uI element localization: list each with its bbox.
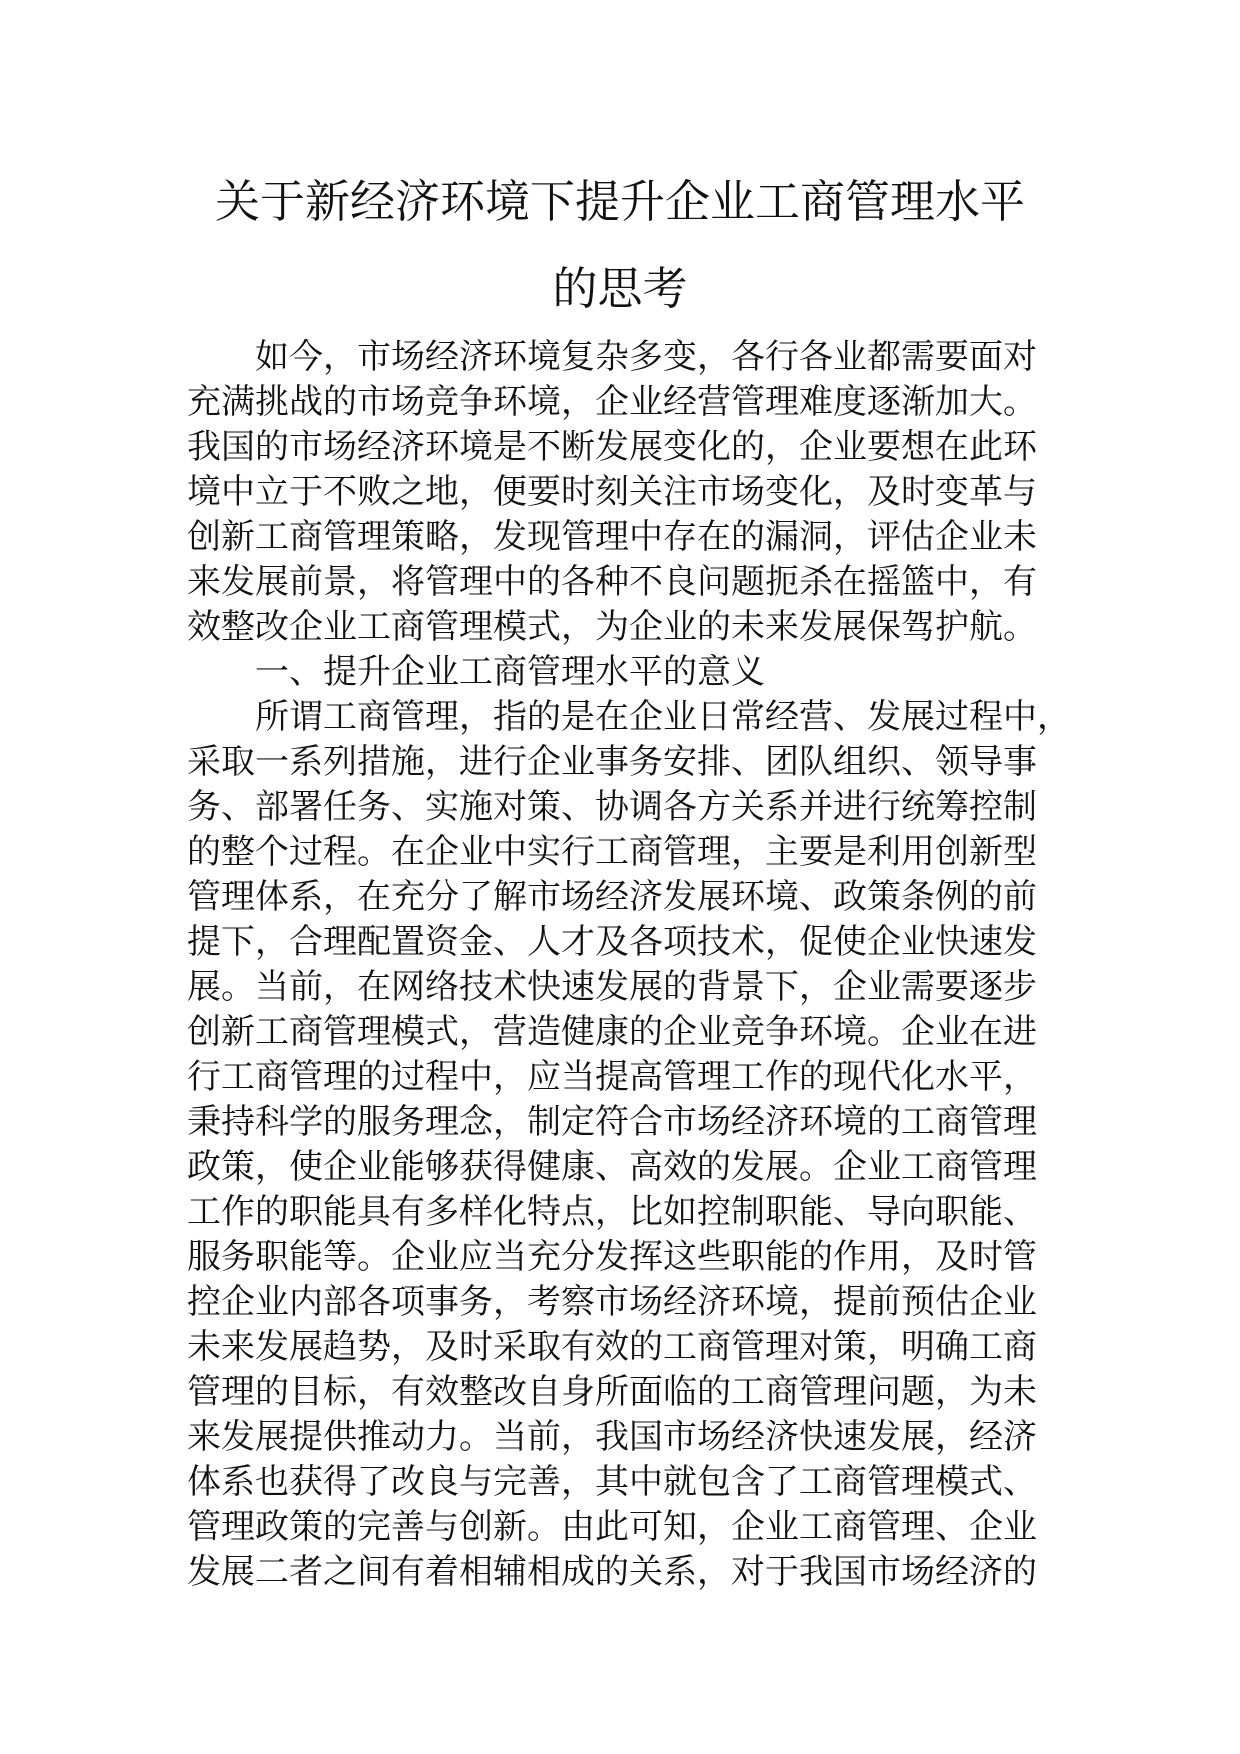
paragraph-line: 来发展前景，将管理中的各种不良问题扼杀在摇篮中，有	[187, 562, 1037, 602]
paragraph-line: 充满挑战的市场竞争环境，企业经营管理难度逐渐加大。	[187, 382, 1037, 422]
paragraph-line: 效整改企业工商管理模式，为企业的未来发展保驾护航。	[187, 607, 1037, 647]
section-heading: 一、提升企业工商管理水平的意义	[255, 652, 765, 692]
paragraph-line: 如今，市场经济环境复杂多变，各行各业都需要面对	[255, 337, 1037, 377]
paragraph-line: 创新工商管理模式，营造健康的企业竞争环境。企业在进	[187, 1012, 1037, 1052]
paragraph-line: 创新工商管理策略，发现管理中存在的漏洞，评估企业未	[187, 517, 1037, 557]
paragraph-line: 发展二者之间有着相辅相成的关系，对于我国市场经济的	[187, 1552, 1037, 1592]
paragraph-line: 境中立于不败之地，便要时刻关注市场变化，及时变革与	[187, 472, 1037, 512]
paragraph-line: 我国的市场经济环境是不断发展变化的，企业要想在此环	[187, 427, 1037, 467]
paragraph-line: 采取一系列措施，进行企业事务安排、团队组织、领导事	[187, 742, 1037, 782]
paragraph-line: 控企业内部各项事务，考察市场经济环境，提前预估企业	[187, 1282, 1037, 1322]
paragraph-line: 管理体系，在充分了解市场经济发展环境、政策条例的前	[187, 877, 1037, 917]
paragraph-line: 所谓工商管理，指的是在企业日常经营、发展过程中，	[255, 697, 1071, 737]
paragraph-line: 服务职能等。企业应当充分发挥这些职能的作用，及时管	[187, 1237, 1037, 1277]
paragraph-line: 务、部署任务、实施对策、协调各方关系并进行统筹控制	[187, 787, 1037, 827]
document-title-line-2: 的思考	[552, 262, 688, 315]
paragraph-line: 管理政策的完善与创新。由此可知，企业工商管理、企业	[187, 1507, 1037, 1547]
paragraph-line: 管理的目标，有效整改自身所面临的工商管理问题，为未	[187, 1372, 1037, 1412]
document-body	[187, 335, 1071, 1595]
paragraph-line: 的整个过程。在企业中实行工商管理，主要是利用创新型	[187, 832, 1037, 872]
paragraph-line: 政策，使企业能够获得健康、高效的发展。企业工商管理	[187, 1147, 1037, 1187]
paragraph-line: 秉持科学的服务理念，制定符合市场经济环境的工商管理	[187, 1102, 1037, 1142]
paragraph-line: 未来发展趋势，及时采取有效的工商管理对策，明确工商	[187, 1327, 1037, 1367]
paragraph-line: 提下，合理配置资金、人才及各项技术，促使企业快速发	[187, 922, 1037, 962]
paragraph-line: 工作的职能具有多样化特点，比如控制职能、导向职能、	[187, 1192, 1037, 1232]
document-title-line-1: 关于新经济环境下提升企业工商管理水平	[214, 175, 1025, 228]
paragraph-line: 体系也获得了改良与完善，其中就包含了工商管理模式、	[187, 1462, 1037, 1502]
paragraph-line: 展。当前，在网络技术快速发展的背景下，企业需要逐步	[187, 967, 1037, 1007]
paragraph-line: 行工商管理的过程中，应当提高管理工作的现代化水平，	[187, 1057, 1037, 1097]
paragraph-line: 来发展提供推动力。当前，我国市场经济快速发展，经济	[187, 1417, 1037, 1457]
